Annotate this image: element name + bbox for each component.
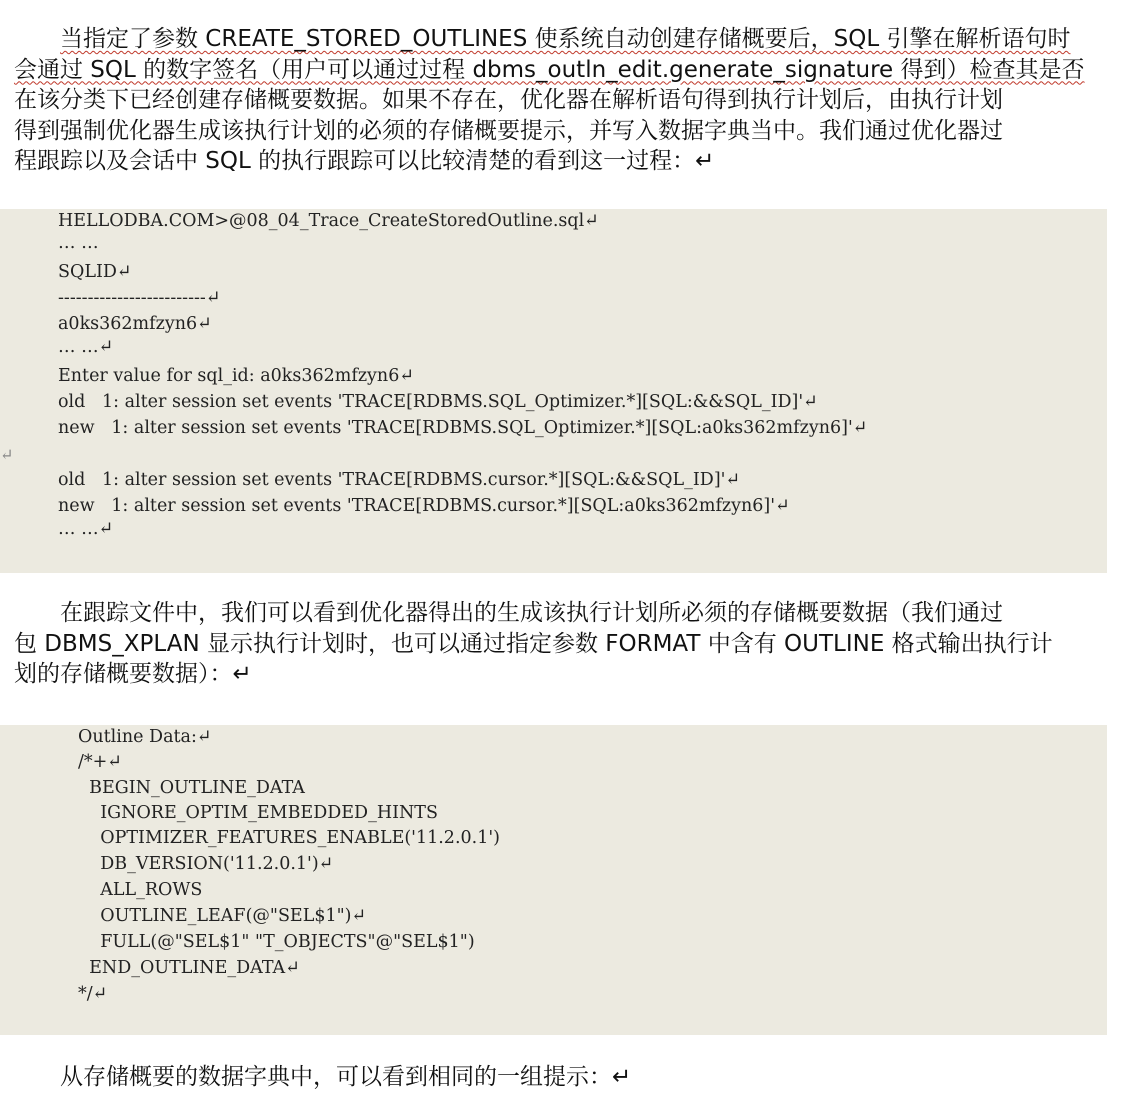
paragraph-1-line: 在该分类下已经创建存储概要数据。如果不存在，优化器在解析语句得到执行计划后，由执行计划 [14, 87, 1003, 113]
paragraph-2-line: 包 DBMS_XPLAN 显示执行计划时，也可以通过指定参数 FORMAT 中含有 OUTLINE 格式输出执行计 [14, 630, 1053, 657]
paragraph-2 [14, 598, 1090, 690]
paragraph-2-line: 划的存储概要数据）：↵ [14, 661, 252, 687]
paragraph-1-line: 程跟踪以及会话中 SQL 的执行跟踪可以比较清楚的看到这一过程：↵ [14, 148, 715, 174]
code-line: DB_VERSION('11.2.0.1')↵ [78, 854, 334, 874]
paragraph-1-line [14, 55, 1090, 86]
code-line: a0ks362mfzyn6↵ [58, 314, 212, 334]
code-line: BEGIN_OUTLINE_DATA [78, 778, 305, 798]
code-block-outline-data [0, 725, 1107, 1035]
code-line: OUTLINE_LEAF(@"SEL$1")↵ [78, 906, 367, 926]
code-line: */↵ [78, 984, 108, 1004]
paragraph-1 [14, 24, 1090, 177]
code-line: OPTIMIZER_FEATURES_ENABLE('11.2.0.1') [78, 828, 500, 848]
code-line: END_OUTLINE_DATA↵ [78, 958, 300, 978]
code-line: -------------------------↵ [58, 288, 221, 308]
code-line: … …↵ [58, 337, 114, 357]
paragraph-2-line: 在跟踪文件中，我们可以看到优化器得出的生成该执行计划所必须的存储概要数据（我们通过 [60, 600, 1003, 626]
code-line: Outline Data:↵ [78, 727, 212, 747]
code-line: /*+↵ [78, 752, 122, 772]
paragraph-mark: ↵ [0, 445, 14, 464]
code-line: … …↵ [58, 519, 114, 539]
code-line: old 1: alter session set events 'TRACE[RDBMS.cursor.*][SQL:&&SQL_ID]'↵ [58, 470, 741, 490]
code-line: IGNORE_OPTIM_EMBEDDED_HINTS [78, 803, 438, 823]
code-block-trace [0, 209, 1107, 573]
paragraph-1-line-1-text: 当指定了参数 CREATE_STORED_OUTLINES 使系统自动创建存储概要后，SQL 引擎在解析语句时 [60, 26, 1071, 52]
paragraph-3-line: 从存储概要的数据字典中，可以看到相同的一组提示：↵ [60, 1064, 632, 1090]
code-line: new 1: alter session set events 'TRACE[RDBMS.SQL_Optimizer.*][SQL:a0ks362mfzyn6]'↵ [58, 418, 868, 438]
code-line: FULL(@"SEL$1" "T_OBJECTS"@"SEL$1") [78, 932, 475, 952]
paragraph-3 [14, 1062, 1090, 1093]
code-line: SQLID↵ [58, 262, 132, 282]
paragraph-1-line: 得到强制优化器生成该执行计划的必须的存储概要提示，并写入数据字典当中。我们通过优化器过 [14, 117, 1003, 144]
code-line: HELLODBA.COM>@08_04_Trace_CreateStoredOutline.sql↵ [58, 211, 599, 231]
code-line: Enter value for sql_id: a0ks362mfzyn6↵ [58, 366, 414, 386]
paragraph-1-line [14, 24, 1090, 55]
code-line: new 1: alter session set events 'TRACE[RDBMS.cursor.*][SQL:a0ks362mfzyn6]'↵ [58, 496, 790, 516]
code-line: … … [58, 233, 99, 253]
code-line: ALL_ROWS [78, 880, 203, 900]
code-line: old 1: alter session set events 'TRACE[RDBMS.SQL_Optimizer.*][SQL:&&SQL_ID]'↵ [58, 392, 818, 412]
paragraph-1-line-2-text: 会通过 SQL 的数字签名（用户可以通过过程 dbms_outln_edit.generate_signature 得到）检查其是否 [14, 56, 1085, 83]
